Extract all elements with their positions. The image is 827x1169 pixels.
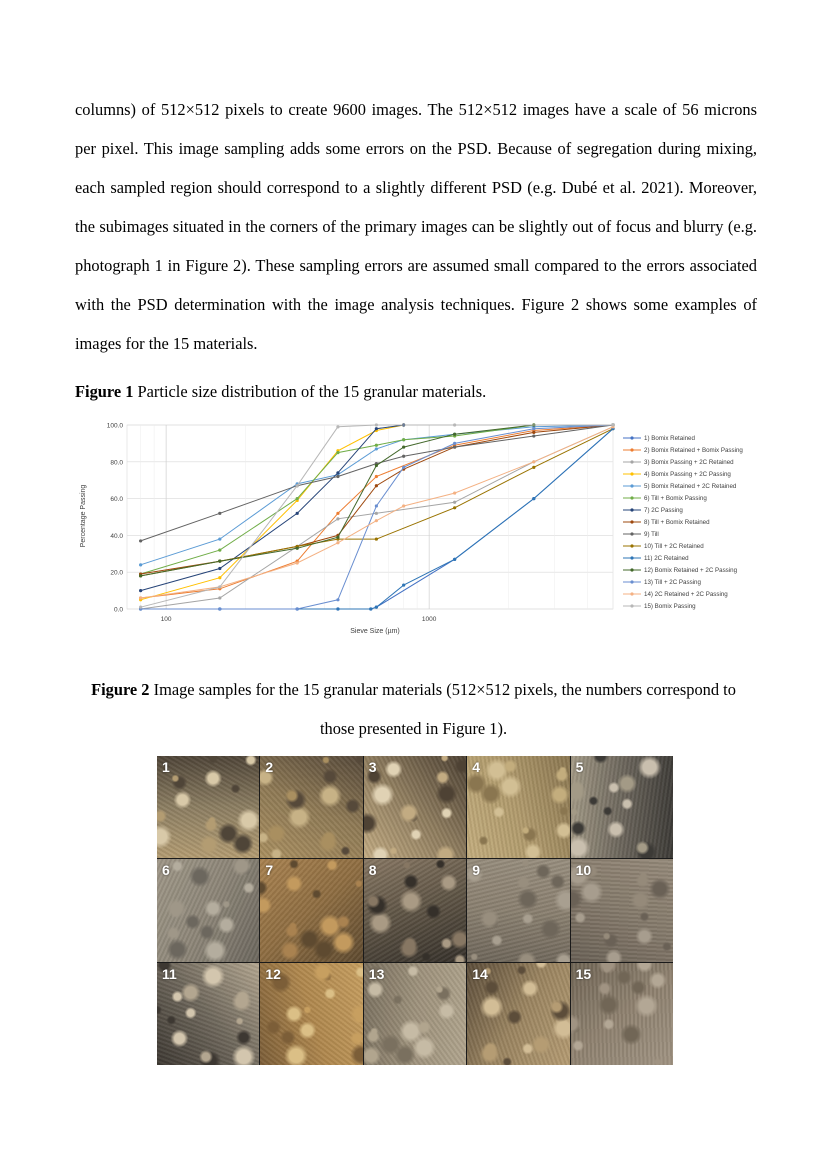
figure2-caption <box>0 679 827 701</box>
data-point <box>336 517 339 520</box>
image-sample-tile <box>260 963 362 1065</box>
data-point <box>296 512 299 515</box>
legend-marker <box>630 520 633 523</box>
data-point <box>453 433 456 436</box>
data-point <box>532 431 535 434</box>
data-point <box>532 460 535 463</box>
data-point <box>296 607 299 610</box>
legend-marker <box>630 592 633 595</box>
tile-number-label: 2 <box>265 759 274 775</box>
data-point <box>453 442 456 445</box>
image-sample-tile <box>467 963 569 1065</box>
data-point <box>402 504 405 507</box>
data-point <box>296 484 299 487</box>
data-point <box>532 497 535 500</box>
image-sample-tile <box>364 756 466 858</box>
legend-label: 4) Bomix Passing + 2C Passing <box>644 471 731 479</box>
data-point <box>296 561 299 564</box>
data-point <box>453 423 456 426</box>
data-point <box>218 596 221 599</box>
legend-marker <box>630 460 633 463</box>
tile-number-label: 7 <box>265 862 274 879</box>
data-point <box>369 607 372 610</box>
psd-chart <box>75 414 755 644</box>
y-tick-label: 40.0 <box>110 532 123 540</box>
data-point <box>139 606 142 609</box>
image-sample-tile <box>364 963 466 1065</box>
data-point <box>402 466 405 469</box>
data-point <box>375 475 378 478</box>
data-point <box>336 598 339 601</box>
data-point <box>402 445 405 448</box>
data-point <box>218 537 221 540</box>
legend-label: 7) 2C Passing <box>644 507 683 515</box>
data-point <box>375 427 378 430</box>
data-point <box>375 504 378 507</box>
data-point <box>336 471 339 474</box>
data-point <box>139 539 142 542</box>
legend-label: 11) 2C Retained <box>644 555 689 563</box>
data-point <box>336 607 339 610</box>
legend-label: 15) Bomix Passing <box>644 603 696 611</box>
tile-number-label: 13 <box>368 965 385 982</box>
legend-marker <box>630 604 633 607</box>
paragraph-line: columns) of 512×512 pixels to create 9600 images. The 512×512 images have a scale of 56 microns <box>75 100 757 119</box>
legend-label: 9) Till <box>644 531 659 539</box>
data-point <box>532 434 535 437</box>
legend-marker <box>630 544 633 547</box>
tile-number-label: 1 <box>162 759 170 775</box>
legend-marker <box>630 532 633 535</box>
data-point <box>453 506 456 509</box>
data-point <box>453 445 456 448</box>
image-sample-tile <box>260 756 362 858</box>
tile-number-label: 4 <box>472 759 480 775</box>
data-point <box>218 567 221 570</box>
x-axis-title: Sieve Size (µm) <box>350 628 400 635</box>
y-tick-label: 0.0 <box>113 606 123 614</box>
tile-number-label: 8 <box>368 862 377 879</box>
data-point <box>336 536 339 539</box>
legend-marker <box>630 508 633 511</box>
data-point <box>453 558 456 561</box>
data-point <box>218 560 221 563</box>
image-sample-tile <box>571 756 673 858</box>
legend-label: 10) Till + 2C Retained <box>644 543 704 551</box>
paragraph-line: photograph 1 in Figure 2). These sampling errors are assumed small compared to the errors associated <box>75 256 757 275</box>
legend-marker <box>630 580 633 583</box>
tile-number-label: 15 <box>575 965 592 982</box>
data-point <box>336 451 339 454</box>
data-point <box>375 423 378 426</box>
data-point <box>402 438 405 441</box>
data-point <box>375 512 378 515</box>
figure2-label: Figure 2 <box>91 680 150 699</box>
image-sample-tile <box>157 963 259 1065</box>
legend-label: 1) Bomix Retained <box>644 435 695 443</box>
paragraph-line: images for the 15 materials. <box>75 334 258 353</box>
data-point <box>218 607 221 610</box>
image-sample-tile <box>571 963 673 1065</box>
legend-marker <box>630 556 633 559</box>
legend-marker <box>630 496 633 499</box>
data-point <box>336 425 339 428</box>
data-point <box>611 423 614 426</box>
legend-marker <box>630 436 633 439</box>
data-point <box>402 583 405 586</box>
data-point <box>218 585 221 588</box>
image-sample-tile <box>157 859 259 961</box>
paragraph-line: each sampled region should correspond to a slightly different PSD (e.g. Dubé et al. 2021). Moreover, <box>75 178 757 197</box>
tile-number-label: 5 <box>575 759 584 775</box>
image-sample-tile <box>571 859 673 961</box>
data-point <box>532 427 535 430</box>
data-point <box>375 464 378 467</box>
x-tick-label: 1000 <box>421 616 437 623</box>
legend-label: 6) Till + Bomix Passing <box>644 495 707 503</box>
data-point <box>336 512 339 515</box>
image-sample-tile <box>157 756 259 858</box>
legend-marker <box>630 484 633 487</box>
figure1-label: Figure 1 <box>75 382 134 401</box>
data-point <box>375 447 378 450</box>
tile-number-label: 3 <box>368 759 377 775</box>
tile-number-label: 11 <box>162 965 177 982</box>
paragraph-line: with the PSD determination with the image analysis techniques. Figure 2 shows some examples of <box>75 295 757 314</box>
data-point <box>375 484 378 487</box>
y-tick-label: 20.0 <box>110 569 123 577</box>
data-point <box>218 549 221 552</box>
tile-number-label: 6 <box>162 862 170 879</box>
image-sample-tile <box>364 859 466 961</box>
y-tick-label: 80.0 <box>110 459 123 467</box>
x-tick-label: 100 <box>160 616 172 623</box>
legend-marker <box>630 568 633 571</box>
figure1-caption <box>75 381 486 403</box>
image-sample-tile <box>260 859 362 961</box>
legend-marker <box>630 472 633 475</box>
data-point <box>139 596 142 599</box>
legend-label: 5) Bomix Retained + 2C Retained <box>644 483 737 491</box>
paragraph-line: per pixel. This image sampling adds some errors on the PSD. Because of segregation during mixing, <box>75 139 757 158</box>
image-sample-tile <box>467 859 569 961</box>
legend-label: 14) 2C Retained + 2C Passing <box>644 591 728 599</box>
data-point <box>218 512 221 515</box>
data-point <box>336 541 339 544</box>
data-point <box>532 466 535 469</box>
legend-label: 8) Till + Bomix Retained <box>644 519 710 527</box>
data-point <box>402 455 405 458</box>
figure1-caption-text: Particle size distribution of the 15 granular materials. <box>133 382 487 401</box>
tile-number-label: 9 <box>472 862 480 879</box>
data-point <box>296 497 299 500</box>
data-point <box>139 574 142 577</box>
figure2-caption-text: Image samples for the 15 granular materials (512×512 pixels, the numbers correspond to <box>149 680 736 699</box>
data-point <box>336 475 339 478</box>
data-point <box>296 547 299 550</box>
tile-number-label: 12 <box>265 965 281 982</box>
image-sample-tile <box>467 756 569 858</box>
legend-label: 13) Till + 2C Passing <box>644 579 701 587</box>
figure2-caption-line2: those presented in Figure 1). <box>319 719 508 738</box>
tile-number-label: 10 <box>575 862 592 879</box>
legend-label: 2) Bomix Retained + Bomix Passing <box>644 447 743 455</box>
tile-number-label: 14 <box>472 965 488 982</box>
data-point <box>218 576 221 579</box>
paragraph-line: the subimages situated in the corners of the primary images can be slightly out of focus and blurry (e.g. <box>75 217 757 236</box>
data-point <box>139 589 142 592</box>
y-tick-label: 100.0 <box>106 422 123 430</box>
image-sample-grid <box>157 756 673 1065</box>
y-tick-label: 60.0 <box>110 496 123 504</box>
y-axis-title: Percentage Passing <box>80 484 87 548</box>
data-point <box>139 563 142 566</box>
data-point <box>375 606 378 609</box>
data-point <box>453 501 456 504</box>
legend-label: 12) Bomix Retained + 2C Passing <box>644 567 738 575</box>
data-point <box>453 491 456 494</box>
data-point <box>375 444 378 447</box>
data-point <box>375 519 378 522</box>
legend-marker <box>630 448 633 451</box>
data-point <box>375 537 378 540</box>
legend-label: 3) Bomix Passing + 2C Retained <box>644 459 734 467</box>
